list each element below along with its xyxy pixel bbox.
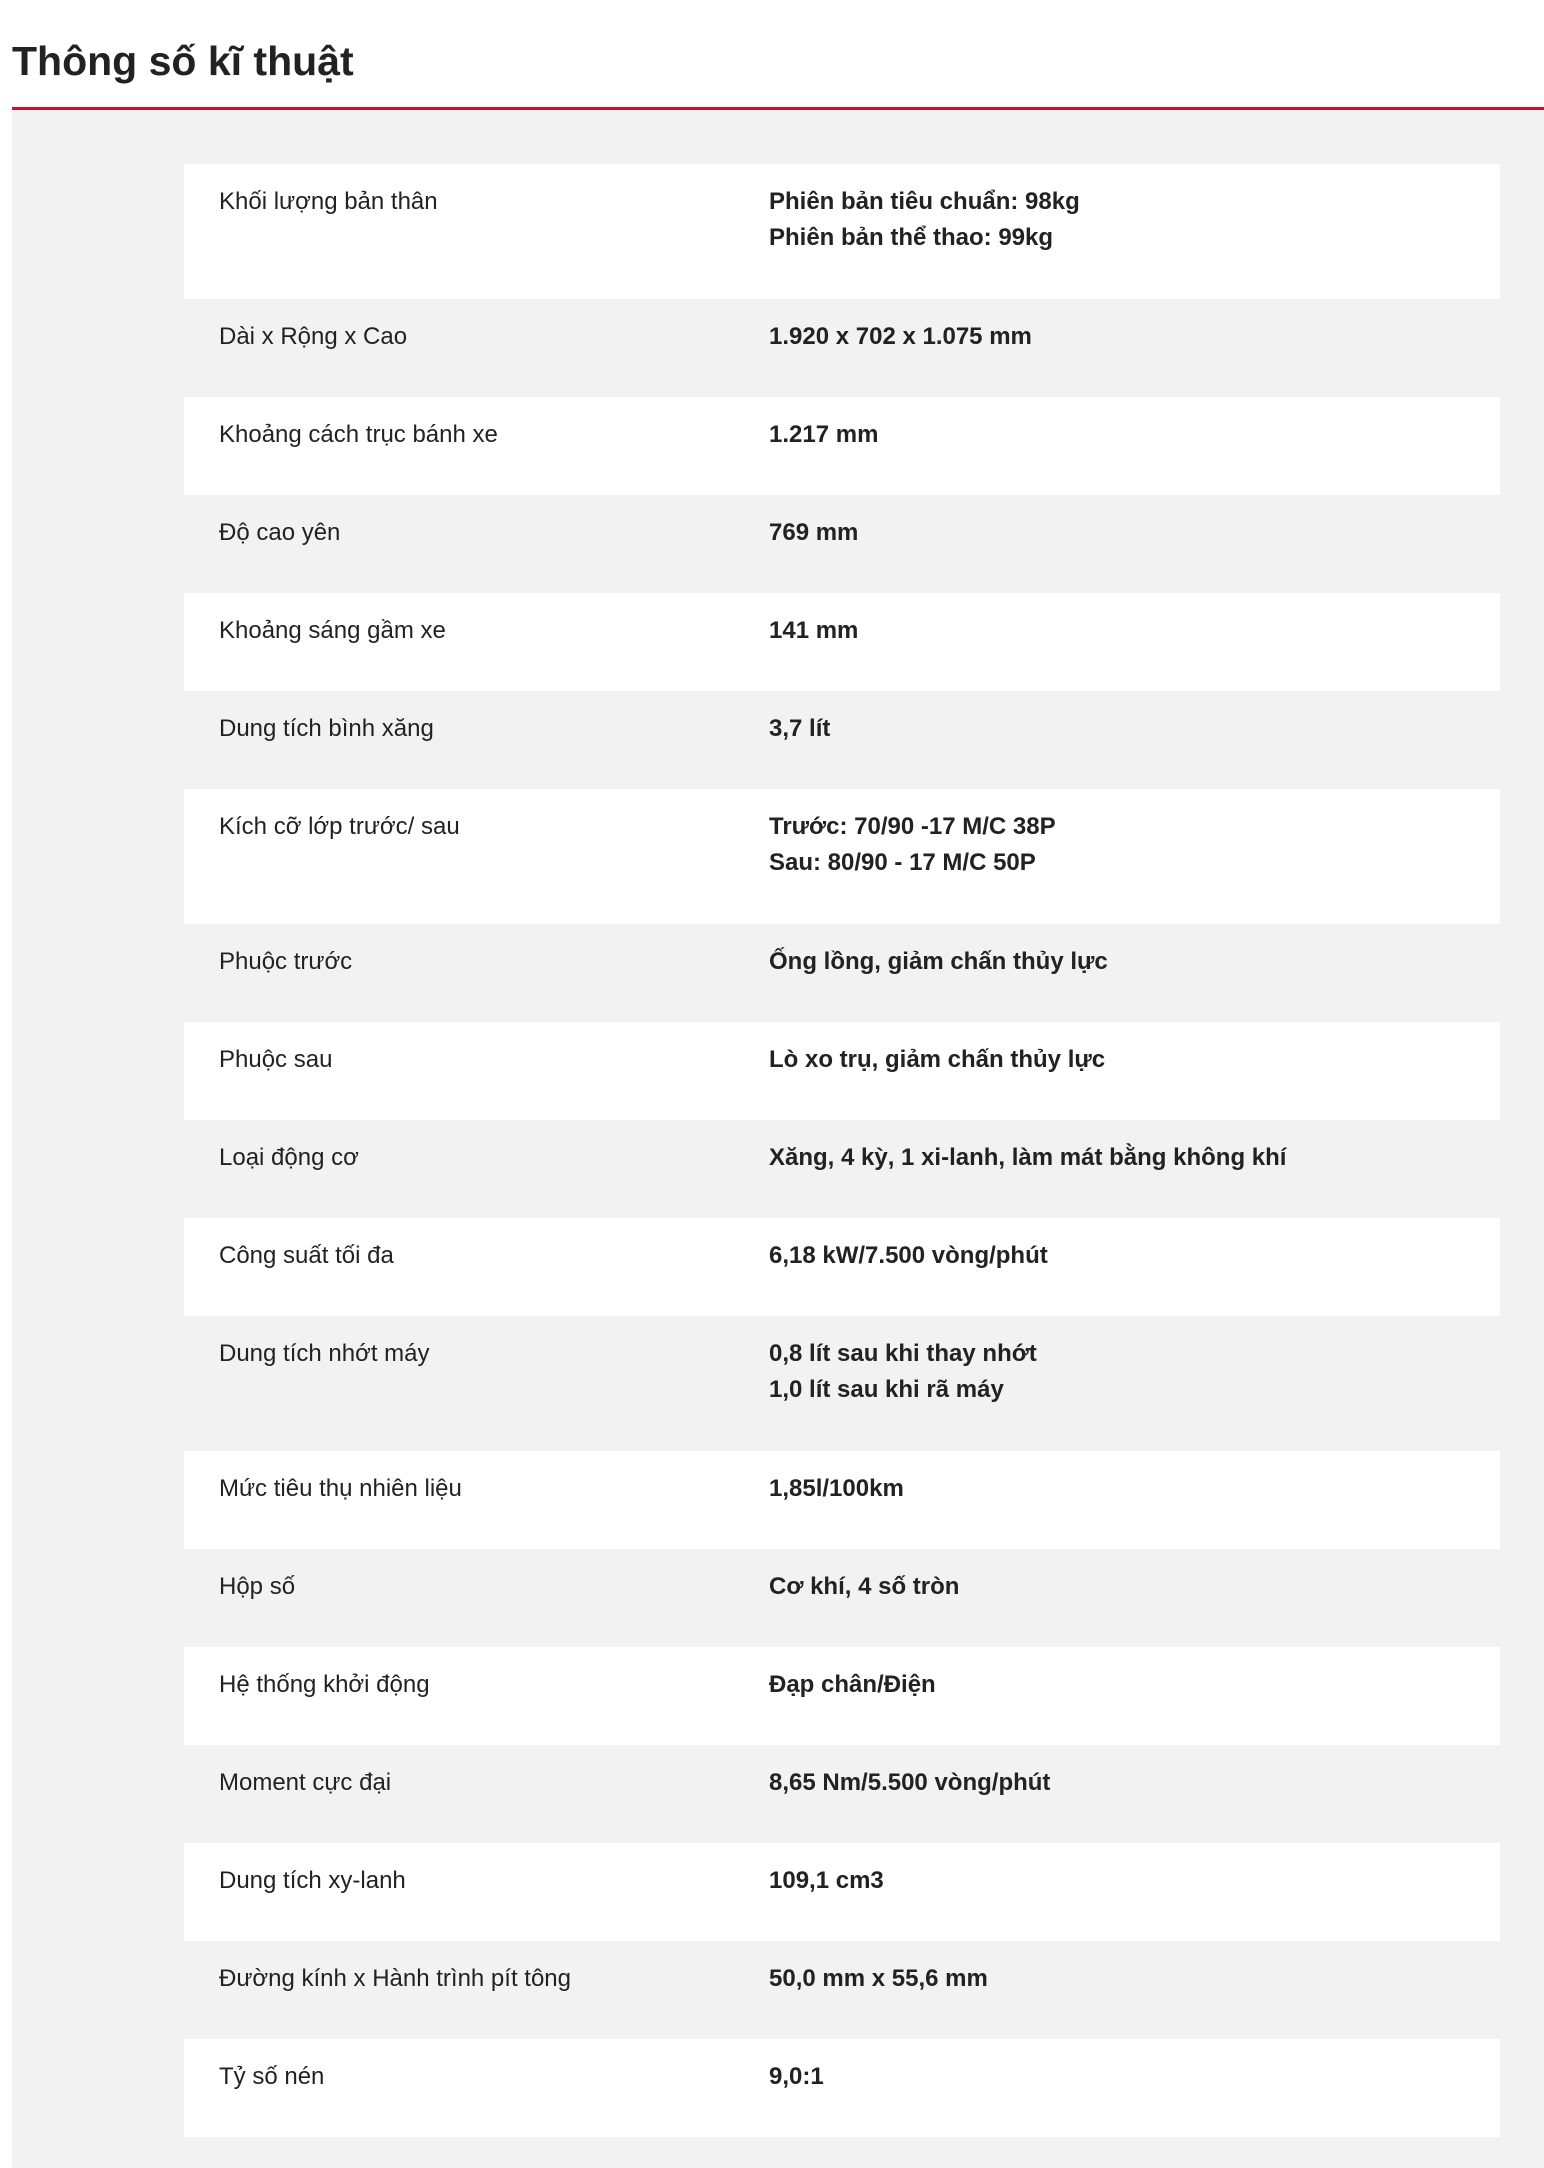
spec-row [184,789,1500,924]
spec-label: Dung tích xy-lanh [219,1867,406,1894]
spec-table [184,164,1500,2137]
spec-row [184,2039,1500,2137]
spec-value [769,417,1500,453]
spec-value-line: Lò xo trụ, giảm chấn thủy lực [769,1046,1106,1073]
spec-value [769,1042,1500,1078]
spec-value-line: 3,7 lít [769,715,831,742]
spec-label: Loại động cơ [219,1144,359,1171]
spec-label: Công suất tối đa [219,1242,394,1269]
spec-label: Kích cỡ lớp trước/ sau [219,813,460,840]
spec-value-line: Cơ khí, 4 số tròn [769,1573,960,1600]
spec-value [769,1569,1500,1605]
spec-value [769,944,1500,980]
spec-label: Dung tích bình xăng [219,715,434,742]
spec-row [184,1120,1500,1218]
spec-label: Dài x Rộng x Cao [219,323,408,350]
spec-label: Khoảng sáng gầm xe [219,617,446,644]
spec-value [769,1140,1500,1176]
spec-value [769,1238,1500,1274]
spec-label: Phuộc sau [219,1046,333,1073]
spec-label: Dung tích nhớt máy [219,1340,430,1367]
spec-value [769,515,1500,551]
spec-row [184,1218,1500,1316]
spec-value-line: 0,8 lít sau khi thay nhớt [769,1340,1037,1367]
spec-row [184,691,1500,789]
spec-row [184,1451,1500,1549]
spec-value [769,2059,1500,2095]
page-title: Thông số kĩ thuật [12,38,354,84]
spec-label: Hộp số [219,1573,296,1600]
spec-value [769,319,1500,355]
spec-label: Tỷ số nén [219,2063,325,2090]
spec-value-line: 1,85l/100km [769,1475,904,1502]
spec-row [184,593,1500,691]
spec-label: Đường kính x Hành trình pít tông [219,1965,571,1992]
spec-value-line: 141 mm [769,617,859,644]
spec-value-line: Phiên bản tiêu chuẩn: 98kg [769,188,1080,215]
spec-value [769,1336,1500,1408]
spec-value-line: Ống lồng, giảm chấn thủy lực [769,948,1108,975]
spec-label: Khoảng cách trục bánh xe [219,421,498,448]
spec-value-line: 1,0 lít sau khi rã máy [769,1376,1004,1403]
spec-row [184,1941,1500,2039]
spec-row [184,1316,1500,1451]
spec-value [769,184,1500,256]
spec-value-line: 9,0:1 [769,2063,824,2090]
spec-value-line: 1.920 x 702 x 1.075 mm [769,323,1032,350]
spec-row [184,1843,1500,1941]
spec-value-line: Sau: 80/90 - 17 M/C 50P [769,849,1036,876]
spec-row [184,299,1500,397]
spec-value [769,1471,1500,1507]
spec-row [184,1647,1500,1745]
spec-value-line: 8,65 Nm/5.500 vòng/phút [769,1769,1051,1796]
spec-value [769,809,1500,881]
spec-value-line: 109,1 cm3 [769,1867,884,1894]
spec-value-line: 50,0 mm x 55,6 mm [769,1965,988,1992]
spec-label: Moment cực đại [219,1769,392,1796]
spec-value [769,1961,1500,1997]
spec-value-line: Phiên bản thể thao: 99kg [769,224,1054,251]
spec-value-line: Đạp chân/Điện [769,1671,936,1698]
spec-row [184,1745,1500,1843]
spec-label: Hệ thống khởi động [219,1671,430,1698]
spec-row [184,1549,1500,1647]
spec-value-line: 1.217 mm [769,421,879,448]
spec-row [184,1022,1500,1120]
spec-label: Phuộc trước [219,948,353,975]
spec-row [184,164,1500,299]
spec-label: Khối lượng bản thân [219,188,438,215]
spec-value-line: Xăng, 4 kỳ, 1 xi-lanh, làm mát bằng không khí [769,1144,1287,1171]
spec-value-line: Trước: 70/90 -17 M/C 38P [769,813,1056,840]
spec-label: Độ cao yên [219,519,341,546]
spec-value [769,1667,1500,1703]
spec-label: Mức tiêu thụ nhiên liệu [219,1475,462,1502]
spec-value [769,1765,1500,1801]
spec-value-line: 769 mm [769,519,859,546]
spec-value [769,1863,1500,1899]
spec-value [769,711,1500,747]
spec-row [184,924,1500,1022]
spec-row [184,397,1500,495]
spec-value [769,613,1500,649]
spec-value-line: 6,18 kW/7.500 vòng/phút [769,1242,1048,1269]
spec-row [184,495,1500,593]
